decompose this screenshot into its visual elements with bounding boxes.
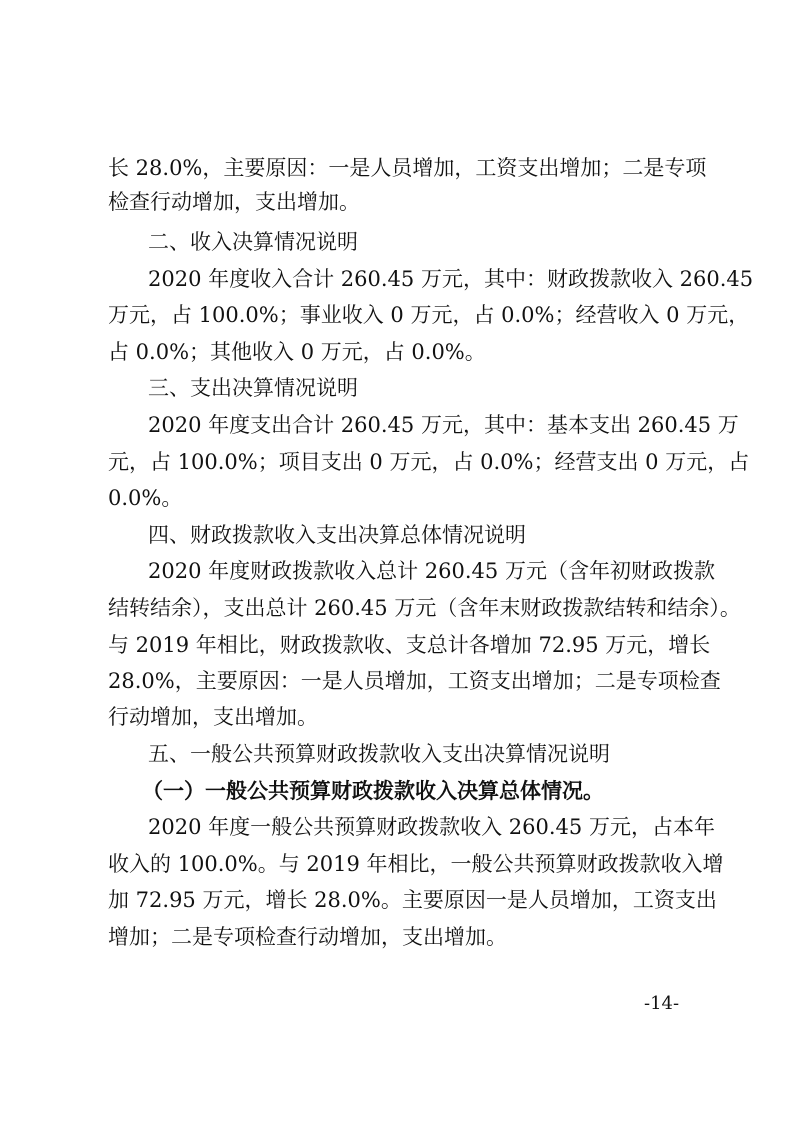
paragraph-line: 28.0%，主要原因：一是人员增加，工资支出增加；二是专项检查 xyxy=(108,669,721,693)
paragraph-line: 增加；二是专项检查行动增加，支出增加。 xyxy=(108,925,507,949)
paragraph-line: 长 28.0%，主要原因：一是人员增加，工资支出增加；二是专项 xyxy=(108,156,707,180)
paragraph-line: 元，占 100.0%；项目支出 0 万元，占 0.0%；经营支出 0 万元，占 xyxy=(108,450,750,474)
page-number: -14- xyxy=(644,993,680,1014)
paragraph-line: 2020 年度支出合计 260.45 万元，其中：基本支出 260.45 万 xyxy=(148,413,739,437)
paragraph-line: 加 72.95 万元，增长 28.0%。主要原因一是人员增加，工资支出 xyxy=(108,888,717,912)
paragraph-line: 占 0.0%；其他收入 0 万元，占 0.0%。 xyxy=(108,340,486,364)
paragraph-line: 2020 年度一般公共预算财政拨款收入 260.45 万元，占本年 xyxy=(148,815,715,839)
paragraph-line: 行动增加，支出增加。 xyxy=(108,705,318,729)
paragraph-line: 万元，占 100.0%；事业收入 0 万元，占 0.0%；经营收入 0 万元， xyxy=(108,303,750,327)
paragraph-line: 检查行动增加，支出增加。 xyxy=(108,190,360,214)
paragraph-line: 0.0%。 xyxy=(108,486,183,510)
paragraph-line: 结转结余），支出总计 260.45 万元（含年末财政拨款结转和结余）。 xyxy=(108,596,741,620)
paragraph-line: 收入的 100.0%。与 2019 年相比，一般公共预算财政拨款收入增 xyxy=(108,852,724,876)
paragraph-line: 2020 年度财政拨款收入总计 260.45 万元（含年初财政拨款 xyxy=(148,559,715,583)
section-heading-expenditure: 三、支出决算情况说明 xyxy=(148,376,358,400)
paragraph-line: 与 2019 年相比，财政拨款收、支总计各增加 72.95 万元，增长 xyxy=(108,633,711,657)
section-heading-income: 二、收入决算情况说明 xyxy=(148,230,358,254)
subsection-heading: （一）一般公共预算财政拨款收入决算总体情况。 xyxy=(142,779,604,803)
section-heading-general-budget: 五、一般公共预算财政拨款收入支出决算情况说明 xyxy=(148,742,610,766)
section-heading-fiscal-appropriation: 四、财政拨款收入支出决算总体情况说明 xyxy=(148,523,526,547)
paragraph-line: 2020 年度收入合计 260.45 万元，其中：财政拨款收入 260.45 xyxy=(148,267,754,291)
